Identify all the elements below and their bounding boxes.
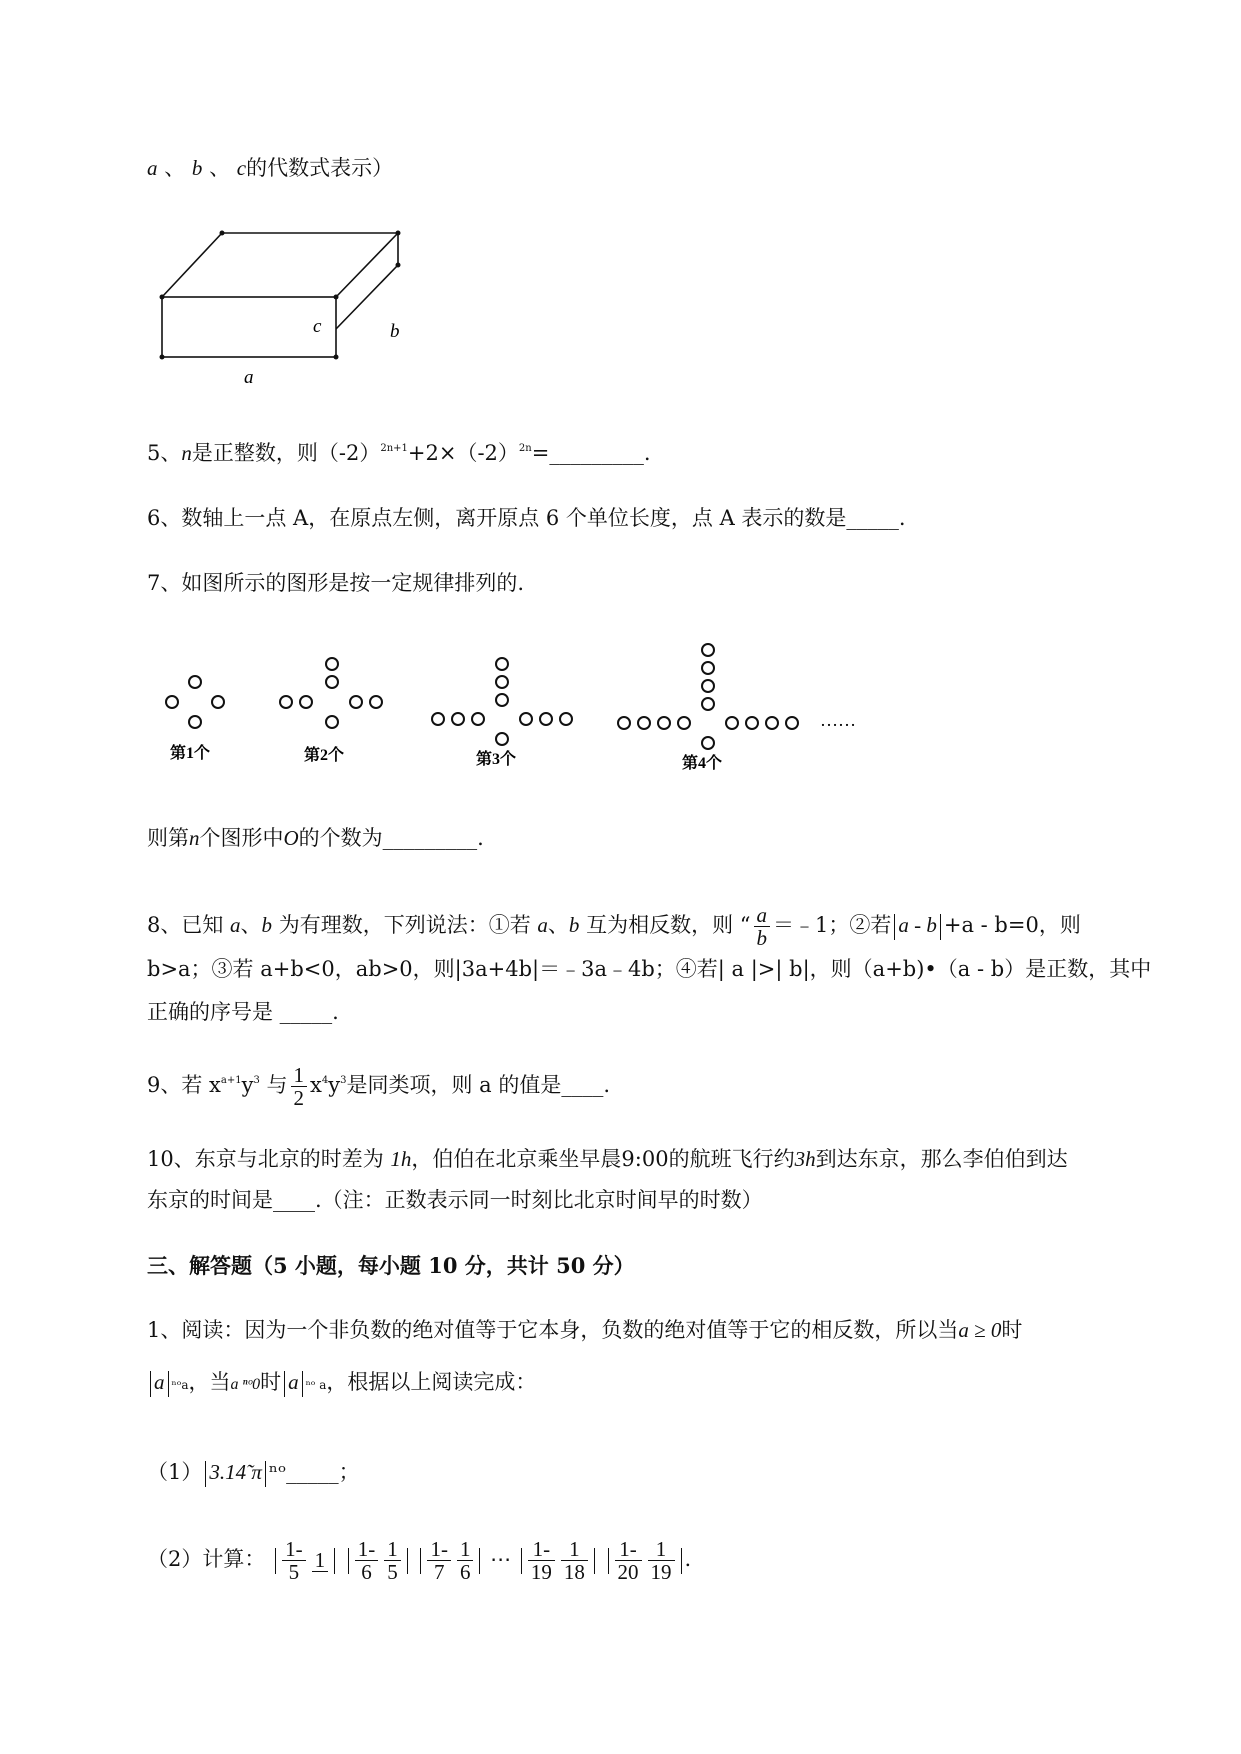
fraction-a-over-b: $\frac{a}{b}$	[754, 904, 771, 949]
edge-label-a: a	[244, 367, 254, 388]
question-8-line-3: 正确的序号是 _____.	[147, 1000, 339, 1024]
var-c: c	[236, 156, 247, 180]
question-5: 5、n是正整数，则$(-2)^{2n+1}+2\times(-2)^{2n}=\_\_\_\_\_\_\_\_\_$.	[147, 441, 651, 465]
question-10-line-1: 10、东京与北京的时差为 1h，伯伯在北京乘坐早晨9:00的航班飞行约3h到达东京，那么李伯伯到达	[147, 1147, 1068, 1171]
solve-1-part-2: （2）计算： $\frac{1-}{5}$ 1 $\frac{1-}{6}$ $\frac{1}{5}$ $\frac{1-}{7}$ $\frac{1}{6}$ ⋯ $\frac{1-}{19}$ $\frac{1}{18}$ $\frac{1-}{20}$ $\frac{1}{19}$ .	[147, 1537, 692, 1585]
abs-term-2: $\frac{1-}{6}$ $\frac{1}{5}$	[345, 1547, 411, 1571]
question-7: 7、如图所示的图形是按一定规律排列的.	[147, 571, 525, 595]
abs-term-1: $\frac{1-}{5}$ 1	[272, 1547, 338, 1571]
pattern-figure	[160, 638, 880, 778]
var-a: a	[147, 156, 158, 180]
pattern-label-2: 第2个	[304, 747, 345, 764]
solve-1-line-1: 1、阅读：因为一个非负数的绝对值等于它本身，负数的绝对值等于它的相反数，所以当a ≥ 0时	[147, 1318, 1023, 1342]
abs-term-3: $\frac{1-}{7}$ $\frac{1}{6}$	[417, 1547, 483, 1571]
pattern-label-3: 第3个	[476, 751, 517, 768]
question-8-line-2: b>a；③若 a+b<0，ab>0，则|3a+4b|＝﹣3a﹣4b；④若| a |>| b|，则（a+b)•（a - b）是正数，其中	[147, 957, 1152, 981]
abs-term-4: $\frac{1-}{19}$ $\frac{1}{18}$	[518, 1547, 598, 1571]
pattern-label-4: 第4个	[682, 755, 723, 772]
question-7-answer: 则第n个图形中O的个数为_________.	[147, 826, 484, 850]
edge-label-c: c	[313, 316, 322, 337]
edge-label-b: b	[390, 321, 400, 342]
solve-1-part-1: （1） 3.14̃ π ⁿᵒ_____；	[147, 1460, 360, 1487]
solve-1-line-2: a ⁿᵒa，当a ⁿᵒ0时 a ⁿᵒ a，根据以上阅读完成：	[147, 1370, 536, 1397]
ellipsis-dots: ⋯	[490, 1547, 512, 1572]
question-8-line-1: 8、已知 a、b 为有理数，下列说法：①若 a、b 互为相反数，则 “ $\frac{a}{b}$ ＝﹣1；②若 a - b +a - b=0，则	[147, 903, 1081, 951]
question-6: 6、数轴上一点 A，在原点左侧，离开原点 6 个单位长度，点 A 表示的数是_____.	[147, 506, 906, 530]
pattern-ellipsis: ……	[820, 710, 856, 730]
q4-tail-line: a 、 b 、 c的代数式表示）	[147, 156, 394, 180]
question-10-line-2: 东京的时间是____.（注：正数表示同一时刻比北京时间早的时数）	[147, 1188, 763, 1212]
section-3-title: 三、解答题（5 小题，每小题 10 分，共计 50 分）	[147, 1253, 635, 1278]
question-9: 9、若 $x^{a+1}y^3$ 与 $\frac{1}{2}$ $x^4y^3$是同类项，则 a 的值是____.	[147, 1063, 611, 1111]
cuboid-figure	[150, 225, 410, 395]
var-b: b	[191, 156, 203, 180]
fraction-one-half: $\frac{1}{2}$	[291, 1064, 308, 1109]
abs-term-5: $\frac{1-}{20}$ $\frac{1}{19}$	[605, 1547, 685, 1571]
pattern-label-1: 第1个	[170, 745, 211, 762]
